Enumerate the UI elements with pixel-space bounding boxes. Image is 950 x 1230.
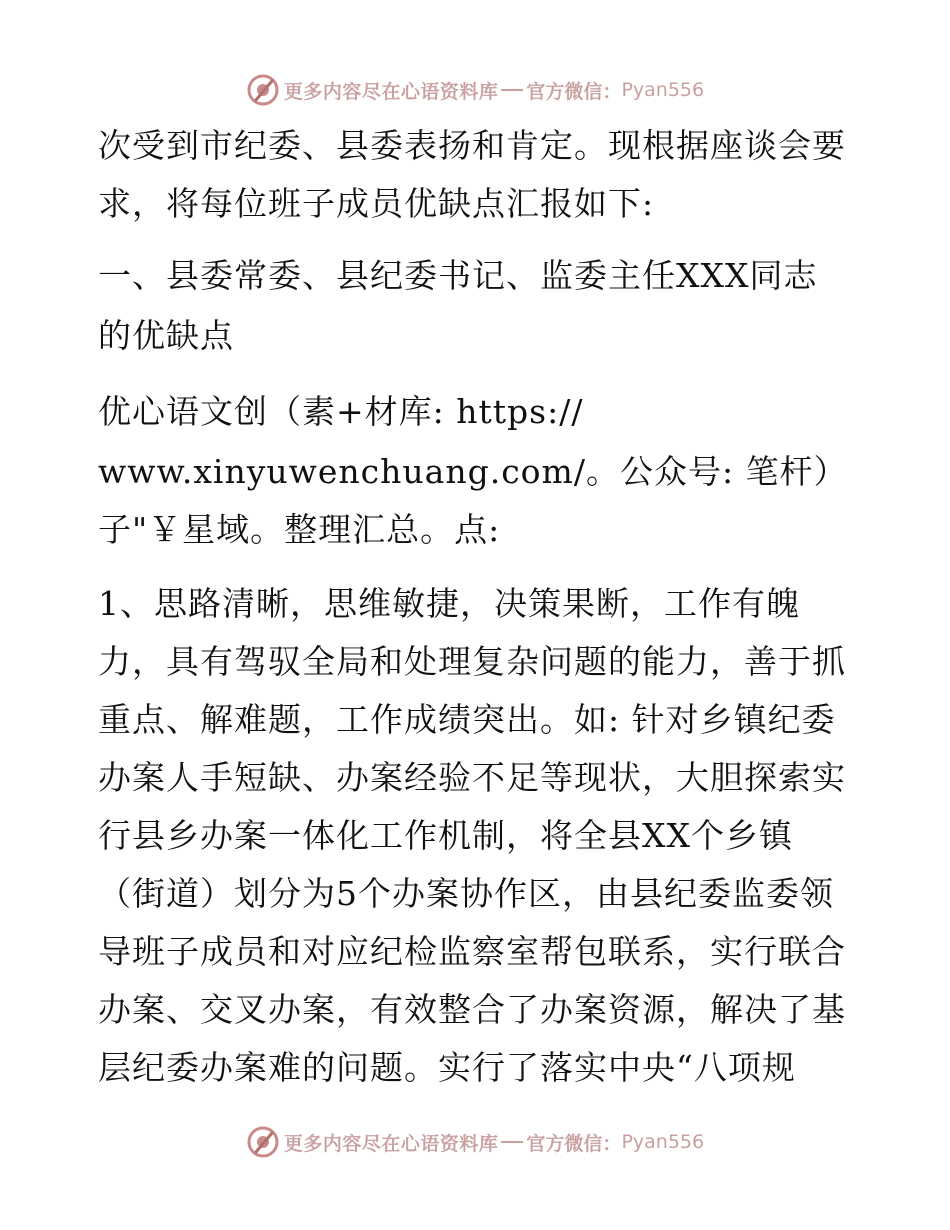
body-line: 子"￥星域。整理汇总。点:	[98, 510, 501, 549]
footer-watermark-banner	[0, 1122, 950, 1162]
body-line: （街道）划分为5个办案协作区，由县纪委监委领	[98, 874, 834, 913]
footer-contact-id: Pyan556	[621, 1131, 705, 1153]
footer-divider	[501, 1141, 523, 1143]
section-heading: 一、县委常委、县纪委书记、监委主任XXX同志	[98, 256, 818, 295]
body-line: 优心语文创（素+材库: https://	[98, 392, 584, 431]
body-line: 次受到市纪委、县委表扬和肯定。现根据座谈会要	[98, 126, 846, 165]
header-brand-text: 更多内容尽在心语资料库	[283, 80, 499, 103]
body-line: 行县乡办案一体化工作机制，将全县XX个乡镇	[98, 816, 793, 855]
body-line: 力，具有驾驭全局和处理复杂问题的能力，善于抓	[98, 642, 846, 681]
section-heading: 的优缺点	[98, 316, 234, 355]
body-line: 导班子成员和对应纪检监察室帮包联系，实行联合	[98, 932, 846, 971]
header-divider	[501, 89, 523, 91]
body-line: 办案、交叉办案，有效整合了办案资源，解决了基	[98, 990, 846, 1029]
header-contact-label: 官方微信：	[526, 80, 622, 103]
body-line: www.xinyuwenchuang.com/。公众号: 笔杆）	[98, 452, 848, 491]
footer-brand-text: 更多内容尽在心语资料库	[283, 1132, 499, 1155]
header-contact-id: Pyan556	[621, 79, 705, 101]
footer-contact-label: 官方微信：	[526, 1132, 622, 1155]
body-line: 1、思路清晰，思维敏捷，决策果断，工作有魄	[98, 584, 800, 623]
brand-logo-icon	[246, 73, 280, 107]
brand-logo-icon	[246, 1125, 280, 1159]
body-line: 办案人手短缺、办案经验不足等现状，大胆探索实	[98, 758, 846, 797]
body-line: 求，将每位班子成员优缺点汇报如下:	[98, 184, 655, 223]
header-watermark-banner	[0, 70, 950, 110]
body-line: 重点、解难题，工作成绩突出。如: 针对乡镇纪委	[98, 700, 836, 739]
body-line: 层纪委办案难的问题。实行了落实中央“八项规	[98, 1048, 796, 1087]
